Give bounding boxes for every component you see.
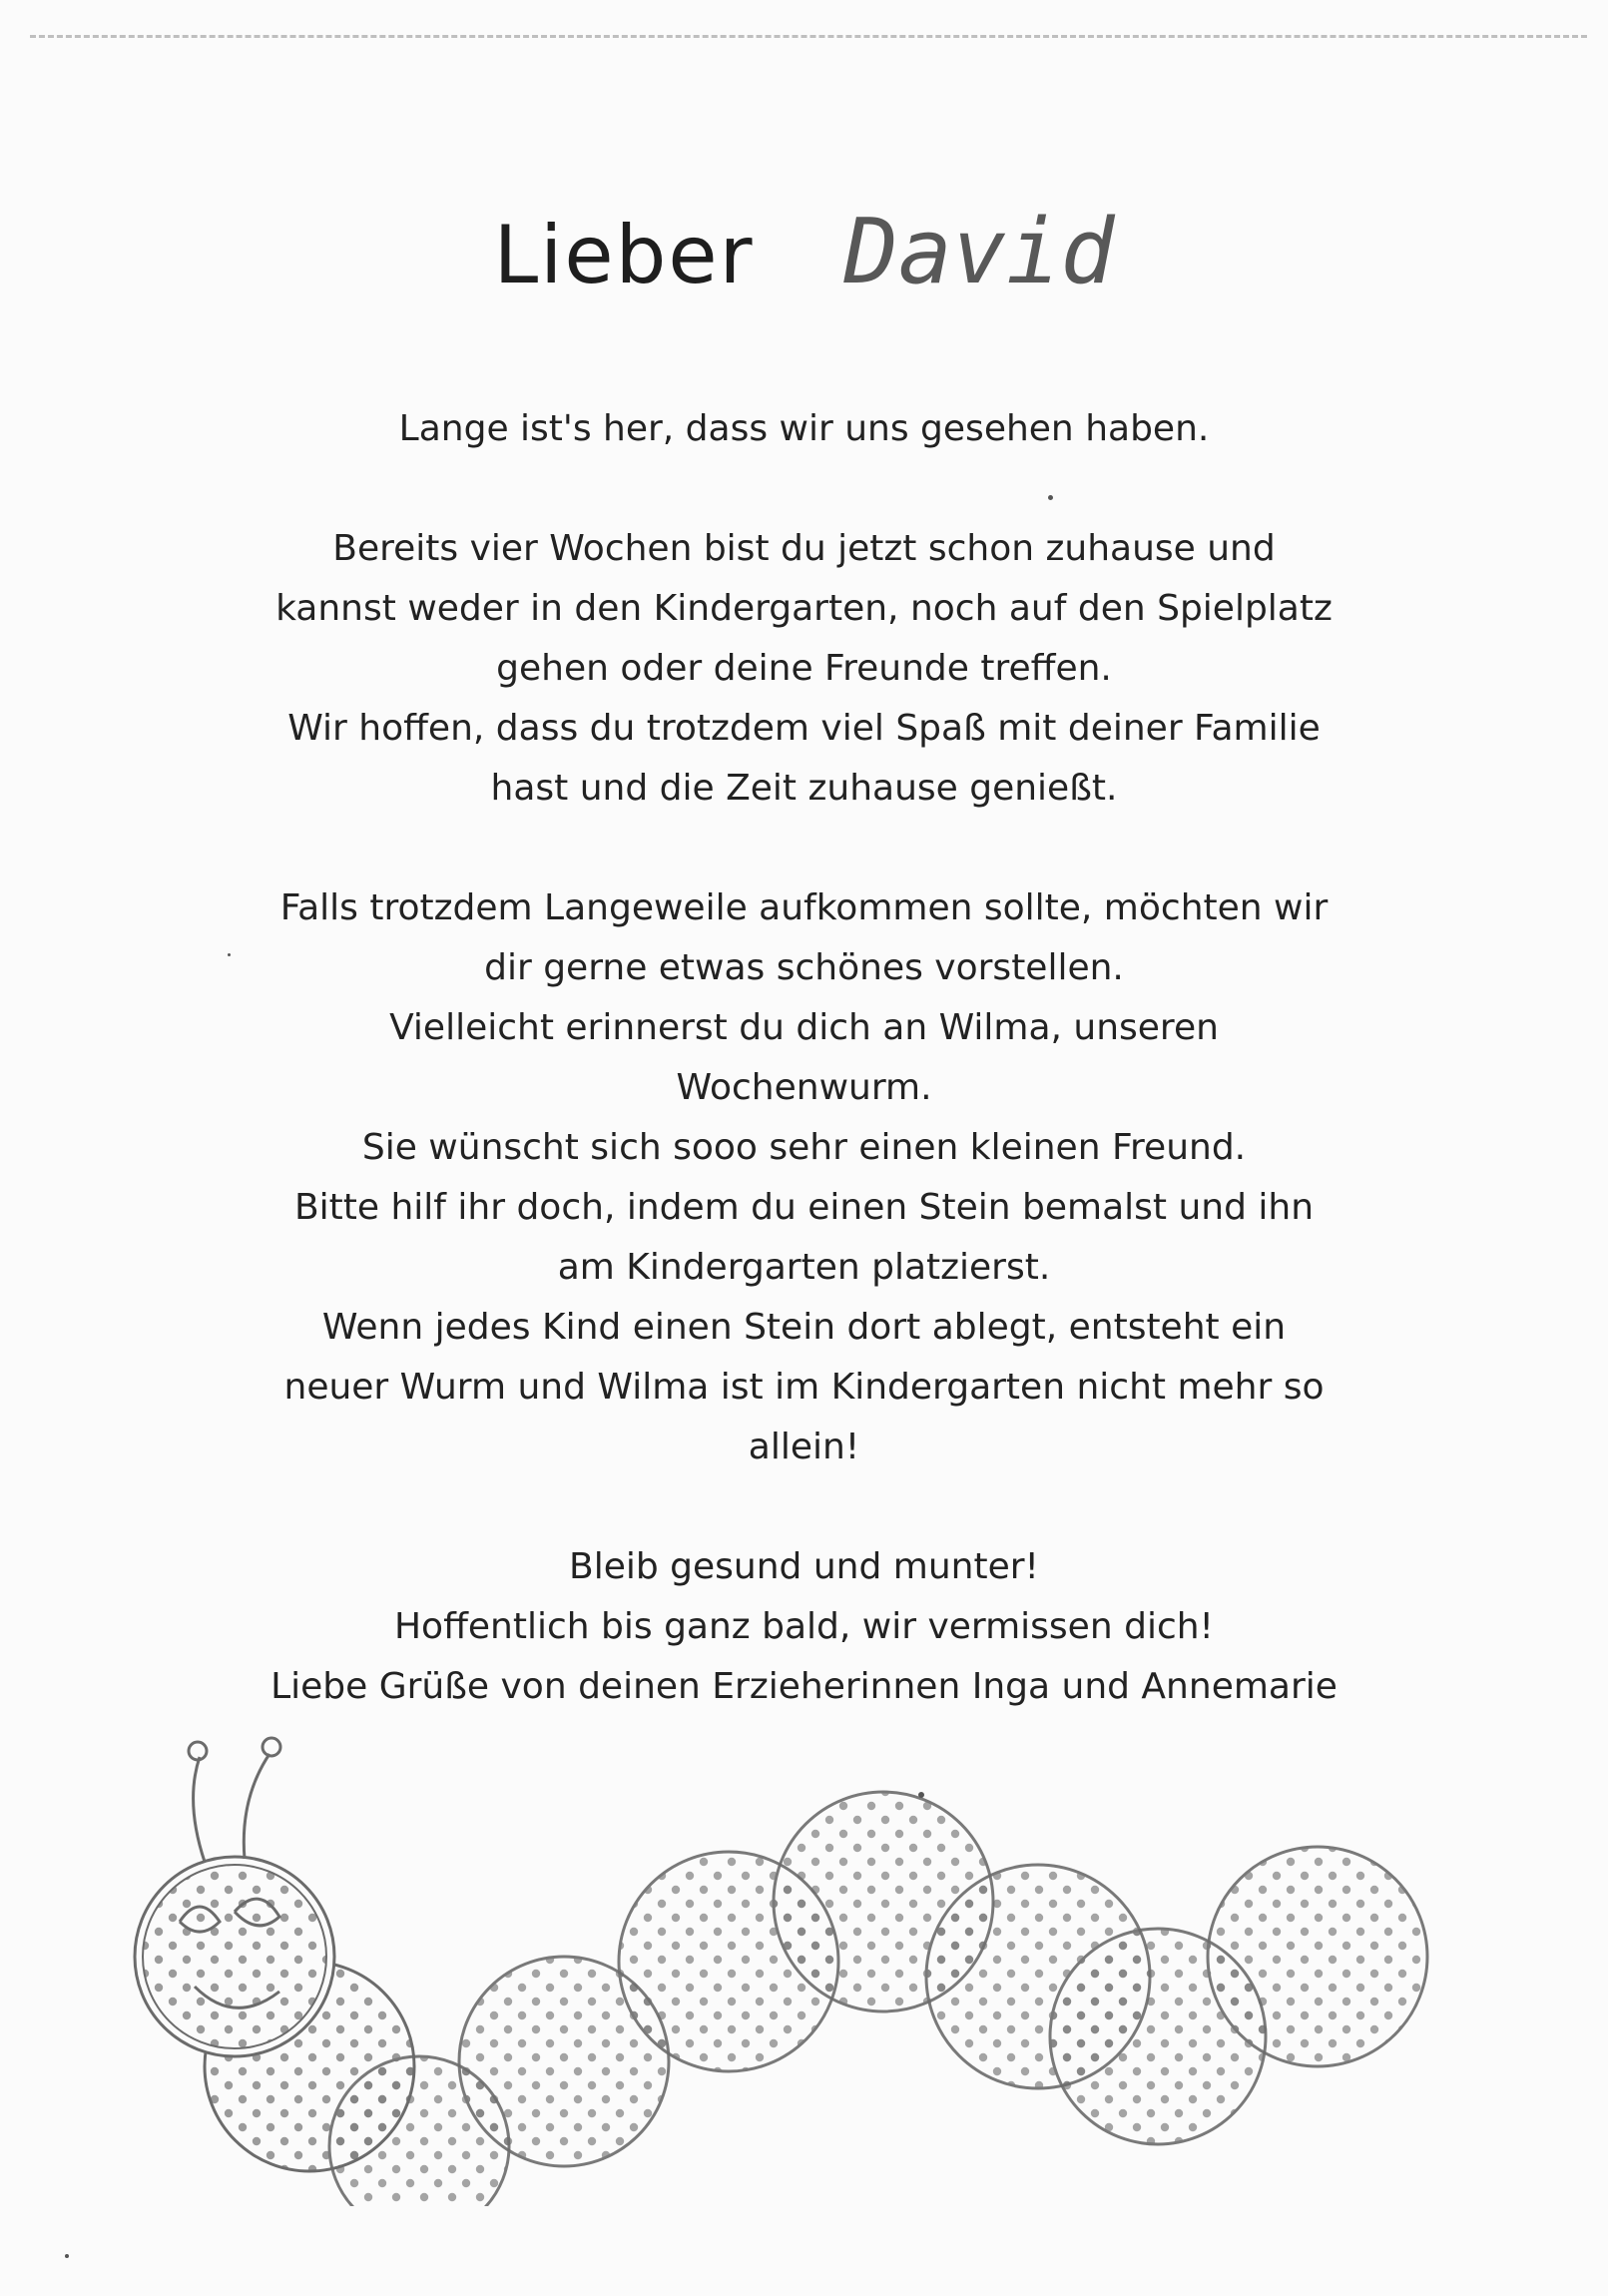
letter-line: Lange ist's her, dass wir uns gesehen haben. [398,408,1210,449]
letter-body [120,399,1488,1717]
letter-line: Bitte hilf ihr doch, indem du einen Stein bemalst und ihn [293,1187,1315,1228]
letter-line: Wochenwurm. [676,1067,932,1108]
letter-line: Sie wünscht sich sooo sehr einen kleinen Freund. [361,1127,1247,1168]
letter-line: dir gerne etwas schönes vorstellen. [484,947,1124,988]
recipient-name: David [843,200,1115,304]
letter-line: gehen oder deine Freunde treffen. [496,648,1112,689]
caterpillar-antenna-left [194,1757,205,1862]
letter-line: neuer Wurm und Wilma ist im Kindergarten nicht mehr so [283,1367,1325,1408]
caterpillar-antenna-right [244,1754,269,1859]
greeting-word: Lieber [493,209,755,301]
cut-line-divider [30,35,1587,38]
letter-line: kannst weder in den Kindergarten, noch auf den Spielplatz [275,588,1333,629]
letter-line: Falls trotzdem Langeweile aufkommen sollte, möchten wir [279,887,1329,928]
letter-line: Bereits vier Wochen bist du jetzt schon zuhause und [332,528,1276,569]
letter-line: hast und die Zeit zuhause genießt. [490,768,1118,809]
letter-line: allein! [748,1427,860,1467]
letter-line: Hoffentlich bis ganz bald, wir vermissen dich! [393,1606,1214,1647]
paragraph-gap [120,819,1488,878]
letter-line: am Kindergarten platzierst. [557,1247,1051,1288]
dust-speck [918,1792,924,1798]
caterpillar-antenna-tip [189,1742,207,1760]
paragraph-gap [120,459,1488,519]
paragraph-gap [120,1477,1488,1537]
dust-speck [65,2254,69,2258]
caterpillar-head-texture [143,1865,326,2048]
letter-line: Wenn jedes Kind einen Stein dort ablegt, entsteht ein [321,1307,1287,1348]
caterpillar-antenna-tip [263,1738,280,1756]
dust-speck [228,953,231,956]
letter-line: Vielleicht erinnerst du dich an Wilma, unseren [389,1007,1219,1048]
dust-speck [1048,495,1053,500]
letter-line: Wir hoffen, dass du trotzdem viel Spaß mit deiner Familie [287,708,1321,749]
greeting-heading [0,200,1608,304]
letter-line: Bleib gesund und munter! [569,1546,1039,1587]
caterpillar-icon [110,1687,1447,2206]
letter-line: Liebe Grüße von deinen Erzieherinnen Inga und Annemarie [270,1666,1338,1707]
